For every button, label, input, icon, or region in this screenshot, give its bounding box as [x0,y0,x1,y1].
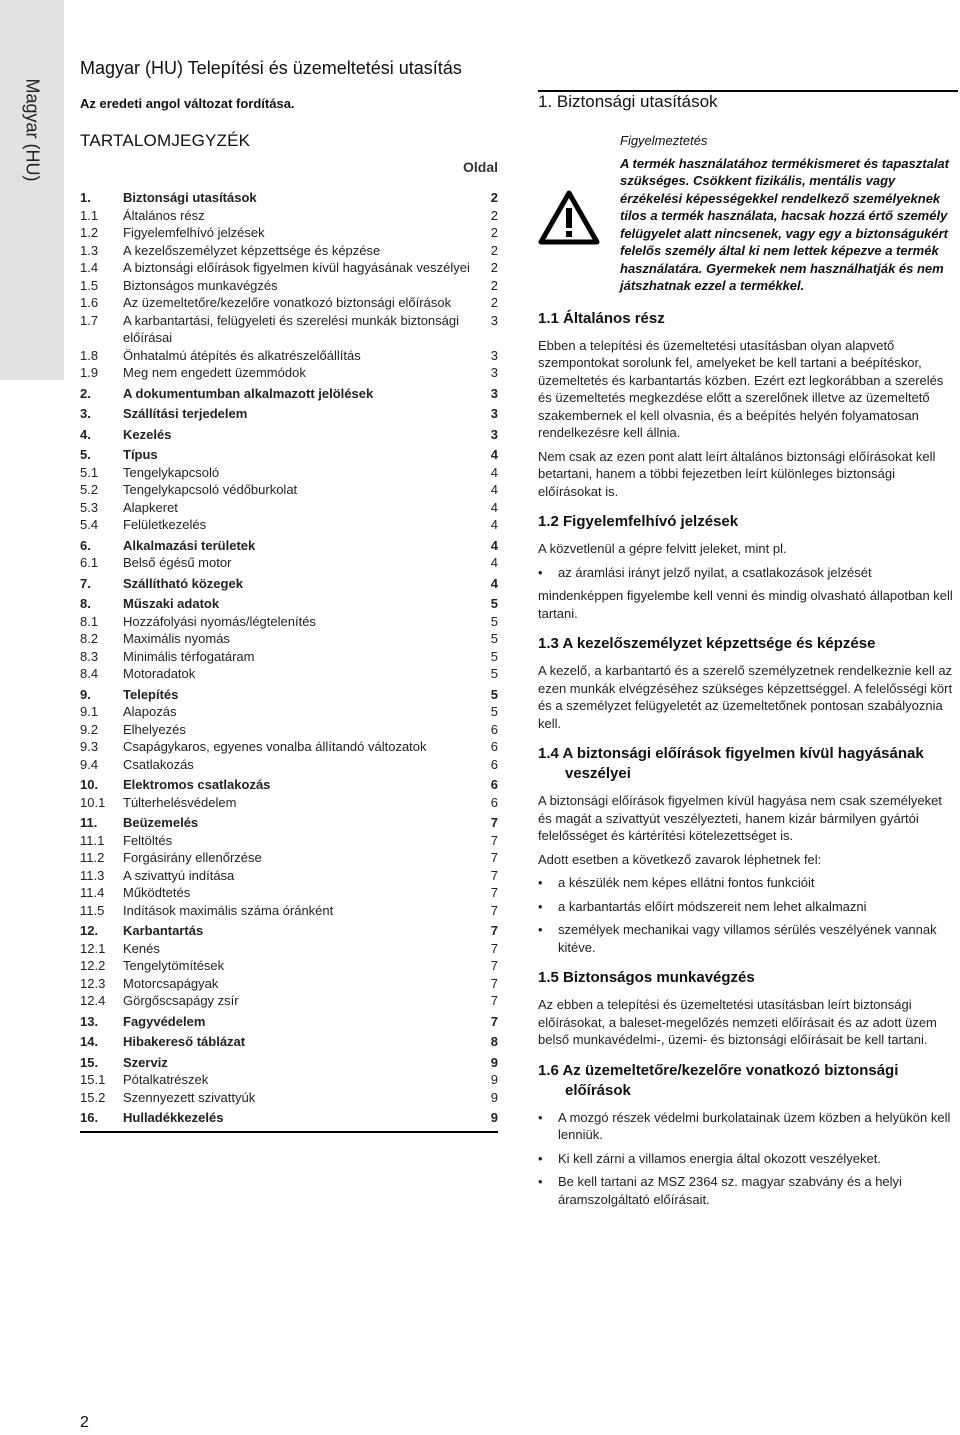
list-item: • a karbantartás előírt módszereit nem lehet alkalmazni [538,898,867,914]
toc-entry-label: Alapozás [123,704,177,719]
toc-entry-number: 6. [80,537,91,553]
toc-entry-label: Kezelés [123,426,172,442]
toc-entry-label: Beüzemelés [123,815,199,830]
toc-entry-page: 5 [490,666,498,681]
toc-entry-label: Túlterhelésvédelem [123,794,237,810]
toc-entry [80,1089,498,1107]
section-1-2 [538,512,958,622]
toc-entry-number: 7. [80,575,91,591]
toc-entry-number: 11.1 [80,832,105,848]
section-1-4 [538,744,958,956]
toc-entry-number: 1.1 [80,207,99,223]
document-title-text: Magyar (HU) Telepítési és üzemeltetési utasítás [80,58,462,78]
toc-entry-page: 7 [490,815,498,830]
toc-entry-number: 16. [80,1110,99,1125]
toc-entry-label: Pótalkatrészek [123,1072,209,1087]
right-column [538,92,958,1220]
toc-entry [80,814,498,832]
toc-entry-number: 10. [80,777,99,792]
toc-entry-label: Forgásirány ellenőrzése [123,850,262,865]
toc-entry [80,426,498,444]
toc-entry-page: 4 [490,499,498,515]
section-1-title: 1. Biztonsági utasítások [538,92,718,111]
toc-entry-page: 4 [490,464,498,480]
toc-entry [80,992,498,1010]
toc-entry-number: 1. [80,190,91,205]
toc-entry-number: 8.3 [80,648,99,664]
paragraph: Ebben a telepítési és üzemeltetési utasításban olyan alapvető szempontokat sorolunk fel, amelyeket be kell tartani a beépítéskor, üzemeltetés és karbantartás közben. Ezért ezt legkorábban a szerelés és üzemeltetés megkezdése előtt a szerelőnek illetve az üzemeltető szakembernek el kell olvasnia, és a beépítés helyén folyamatosan rendelkezésre kell állnia. [538,337,944,440]
toc-entry-number: 1.5 [80,277,99,293]
toc-entry-page: 7 [490,832,498,848]
toc-entry-number: 5.2 [80,482,99,497]
toc-entry-page: 4 [490,482,498,497]
toc-entry-number: 5. [80,447,91,462]
toc-entry-label: A kezelőszemélyzet képzettsége és képzése [123,242,381,258]
section-1-5 [538,968,958,1049]
toc-entry-page: 5 [490,704,498,719]
toc-entry-label: Szerviz [123,1054,168,1070]
toc-entry-number: 15. [80,1054,99,1070]
section-1-6-title-line2: előírások [565,1081,631,1099]
toc-entry-number: 1.9 [80,365,99,380]
toc-entry [80,294,498,312]
toc-entry-label: A karbantartási, felügyeleti és szerelési munkák biztonsági előírásai [123,312,460,345]
toc-entry-page: 6 [490,794,498,810]
toc-entry-label: Belső égésű motor [123,555,232,570]
toc-entry [80,347,498,365]
language-side-tab-label: Magyar (HU) [22,78,43,182]
toc-entry-number: 4. [80,426,91,442]
toc-entry-number: 8.2 [80,631,99,646]
toc-entry-number: 11. [80,815,98,830]
toc-entry [80,738,498,756]
toc-entry-number: 1.3 [80,242,99,258]
toc-entry-label: Tengelykapcsoló [123,464,220,480]
section-1-1 [538,309,958,501]
toc-entry [80,481,498,499]
document-title [80,58,500,79]
toc-entry-label: Szennyezett szivattyúk [123,1089,256,1105]
warning-triangle-icon [538,132,620,295]
toc-entry-page: 7 [490,885,498,900]
toc-entry [80,957,498,975]
toc-entry-label: Hibakereső táblázat [123,1034,246,1049]
toc-entry [80,794,498,812]
toc-entry-page: 5 [490,648,498,664]
toc-entry-label: Feltöltés [123,832,173,848]
toc-entry [80,648,498,666]
toc-entry-label: Tengelykapcsoló védőburkolat [123,482,298,497]
toc-entry-page: 2 [490,260,498,275]
toc-entry-page: 5 [490,596,498,611]
toc-entry [80,207,498,225]
toc-entry-number: 1.8 [80,347,99,363]
toc-entry-label: Általános rész [123,207,205,223]
left-column [80,58,500,1133]
toc-entry [80,756,498,774]
warning-text [620,132,958,295]
toc-entry [80,884,498,902]
toc-entry [80,405,498,423]
toc-entry-number: 9. [80,686,91,702]
section-1-6 [538,1061,958,1209]
list-item-text: személyek mechanikai vagy villamos sérülés veszélyének vannak kitéve. [558,922,937,955]
toc-entry-page: 4 [490,517,498,532]
toc-entry [80,686,498,704]
toc-entry-page: 9 [490,1072,498,1087]
toc-entry-number: 11.5 [80,902,105,918]
toc-entry-number: 5.3 [80,499,99,515]
toc-entry-label: Típus [123,447,158,462]
toc-entry-page: 7 [490,850,498,865]
toc-entry-page: 2 [490,242,498,258]
toc-entry [80,242,498,260]
toc-entry [80,464,498,482]
toc-entry-label: Indítások maximális száma óránként [123,902,334,918]
toc-entry-page: 7 [490,975,498,991]
toc-entry [80,1071,498,1089]
toc-entry [80,721,498,739]
toc-entry-label: Szállítási terjedelem [123,406,248,421]
toc-entry [80,1109,498,1127]
list-item: • személyek mechanikai vagy villamos sérülés veszélyének vannak kitéve. [538,921,958,956]
toc-entry-label: Görgőscsapágy zsír [123,993,239,1008]
warning-box [538,132,958,295]
toc-entry [80,516,498,534]
toc-entry [80,312,498,347]
toc-entry-page: 6 [490,739,498,754]
toc-entry-number: 12. [80,923,99,938]
toc-entry [80,940,498,958]
toc-entry-page: 3 [490,406,498,421]
toc-entry-label: Telepítés [123,686,179,702]
list-item: • A mozgó részek védelmi burkolatainak üzem közben a helyükön kell lenniük. [538,1109,958,1144]
page-number: 2 [80,1414,89,1431]
toc-entry [80,975,498,993]
toc-entry-page: 6 [490,721,498,737]
toc-entry-number: 12.1 [80,940,106,956]
section-1-3-title: 1.3 A kezelőszemélyzet képzettsége és képzése [538,635,876,652]
list-item: • az áramlási irányt jelző nyilat, a csatlakozások jelzését [538,564,872,580]
toc-entry-number: 1.2 [80,225,99,240]
toc-entry-page: 3 [490,426,498,442]
list-item-text: A mozgó részek védelmi burkolatainak üzem közben a helyükön kell lenniük. [558,1109,951,1142]
section-1-4-title [538,744,958,784]
toc-entry-page: 7 [490,958,498,973]
toc-entry-page: 7 [490,940,498,956]
toc-entry-number: 12.2 [80,958,106,973]
section-1-6-title [538,1061,958,1101]
section-1-4-title-line1: 1.4 A biztonsági előírások figyelmen kívül hagyásának [538,745,924,762]
warning-body: A termék használatához termékismeret és tapasztalat szükséges. Csökkent fizikális, mentális vagy érzékelési képességekkel rendelkező személyeknek tilos a termék használata, hacsak hozzá értő személy felügyelet alatt nincsenek, vagy egy a biztonságukért felelős személy által ki nem lettek képezve a termék használatára. Gyermekek nem használhatják és nem játszhatnak ezzel a termékkel. [620,155,949,293]
toc-entry-label: Műszaki adatok [123,596,220,611]
toc-entry-number: 11.3 [80,867,105,883]
toc-entry-label: Elhelyezés [123,721,186,737]
toc-entry-number: 12.3 [80,975,106,991]
toc-entry-number: 8. [80,596,91,611]
paragraph: Az ebben a telepítési és üzemeltetési utasításban leírt biztonsági előírásokat, a baleset-megelőzés nemzeti előírásait és az adott üzem belső munkavédelmi-, üzemi- és biztonsági előírásait be kell tartani. [538,997,937,1047]
toc-entry [80,630,498,648]
toc-entry-number: 2. [80,385,91,401]
translation-note: Az eredeti angol változat fordítása. [80,96,295,111]
section-1-2-title: 1.2 Figyelemfelhívó jelzések [538,513,739,530]
toc-entry-page: 8 [490,1034,498,1049]
toc-entry [80,613,498,631]
toc-entry-page: 3 [490,312,498,328]
toc-entry [80,537,498,555]
toc-entry-label: Karbantartás [123,923,204,938]
toc-entry [80,364,498,382]
toc-entry [80,832,498,850]
toc-entry-label: Hozzáfolyási nyomás/légtelenítés [123,613,316,629]
section-1-4-title-line2: veszélyei [565,765,631,782]
list-item-text: az áramlási irányt jelző nyilat, a csatlakozások jelzését [558,564,872,580]
toc-entry-label: Tengelytömítések [123,958,225,973]
toc-entry-number: 12.4 [80,993,106,1008]
table-of-contents [80,189,498,1133]
warning-heading: Figyelmeztetés [620,133,708,148]
toc-entry-label: Az üzemeltetőre/kezelőre vonatkozó biztonsági előírások [123,295,452,310]
list-item-text: a készülék nem képes ellátni fontos funkcióit [558,875,815,890]
toc-entry-label: Motorcsapágyak [123,975,219,991]
toc-entry [80,554,498,572]
toc-entry-page: 5 [490,686,498,702]
toc-entry [80,703,498,721]
toc-entry-label: Maximális nyomás [123,631,230,646]
toc-entry-page: 3 [490,385,498,401]
toc-entry [80,922,498,940]
list-item: • a készülék nem képes ellátni fontos funkcióit [538,875,815,890]
toc-entry-label: Alapkeret [123,499,178,515]
toc-entry-label: A szivattyú indítása [123,867,235,883]
toc-entry-page: 3 [490,365,498,380]
toc-entry-number: 9.4 [80,756,99,772]
section-1-1-title: 1.1 Általános rész [538,309,665,327]
toc-entry-number: 1.6 [80,295,99,310]
toc-entry-page: 3 [490,347,498,363]
toc-entry-number: 5.4 [80,517,99,532]
toc-entry [80,259,498,277]
toc-entry-page: 4 [490,537,498,553]
toc-entry-label: Működtetés [123,885,191,900]
toc-entry [80,1013,498,1031]
section-1-3 [538,634,958,732]
toc-entry [80,385,498,403]
toc-entry-number: 9.3 [80,739,99,754]
toc-entry-page: 5 [490,613,498,629]
toc-entry-number: 8.4 [80,666,99,681]
toc-entry [80,595,498,613]
toc-entry [80,867,498,885]
toc-entry-page: 9 [490,1054,498,1070]
toc-entry-number: 15.2 [80,1089,106,1105]
list-item-text: a karbantartás előírt módszereit nem lehet alkalmazni [558,898,867,914]
toc-entry-label: Minimális térfogatáram [123,648,255,664]
paragraph: Adott esetben a következő zavarok léphetnek fel: [538,851,822,867]
toc-entry-number: 6.1 [80,555,99,570]
paragraph: mindenképpen figyelembe kell venni és mindig olvasható állapotban kell tartani. [538,588,953,621]
toc-entry-page: 9 [490,1110,498,1125]
list-item-text: Be kell tartani az MSZ 2364 sz. magyar szabvány és a helyi áramszolgáltató előírásait. [558,1174,902,1207]
list-item: • Be kell tartani az MSZ 2364 sz. magyar szabvány és a helyi áramszolgáltató előírásait. [538,1173,958,1208]
toc-entry-label: Csapágykaros, egyenes vonalba állítandó változatok [123,739,427,754]
toc-entry-number: 11.2 [80,850,105,865]
toc-entry-label: Elektromos csatlakozás [123,777,271,792]
toc-entry-page: 2 [490,277,498,293]
list-item-text: Ki kell zárni a villamos energia által okozott veszélyeket. [558,1150,881,1166]
paragraph: Nem csak az ezen pont alatt leírt általános biztonsági előírásokat kell betartani, hanem a többi fejezetben leírt különleges biztonsági előírásokat is. [538,448,936,499]
toc-entry-number: 9.2 [80,721,99,737]
toc-entry [80,277,498,295]
toc-entry [80,902,498,920]
section-1-5-title: 1.5 Biztonságos munkavégzés [538,969,755,986]
toc-entry-page: 9 [490,1089,498,1105]
toc-entry-number: 1.7 [80,312,99,328]
toc-page-header: Oldal [462,159,498,175]
toc-entry [80,499,498,517]
toc-entry-label: Csatlakozás [123,756,194,772]
section-1-heading [538,90,958,112]
toc-entry [80,575,498,593]
paragraph: A biztonsági előírások figyelmen kívül hagyása nem csak személyeket és magát a szivattyút veszélyezteti, hanem kizár bármilyen gyártói felelősséget és kártérítési kötelezettséget is. [538,793,942,843]
toc-entry-page: 7 [490,993,498,1008]
section-1-6-title-line1: 1.6 Az üzemeltetőre/kezelőre vonatkozó biztonsági [538,1061,899,1079]
toc-entry [80,776,498,794]
toc-entry-label: Szállítható közegek [123,575,243,591]
toc-title: TARTALOMJEGYZÉK [80,131,251,150]
toc-entry-label: A biztonsági előírások figyelmen kívül hagyásának veszélyei [123,260,470,275]
toc-entry-number: 11.4 [80,885,105,900]
toc-entry-page: 7 [490,867,498,883]
toc-entry [80,224,498,242]
toc-entry-page: 2 [490,207,498,223]
toc-entry-number: 9.1 [80,704,99,719]
list-item: • Ki kell zárni a villamos energia által okozott veszélyeket. [538,1150,881,1166]
toc-entry-label: Alkalmazási területek [123,537,256,553]
toc-entry [80,189,498,207]
toc-entry [80,849,498,867]
toc-entry-page: 2 [490,295,498,310]
toc-entry-page: 2 [490,225,498,240]
toc-entry [80,1033,498,1051]
toc-entry-label: Fagyvédelem [123,1013,206,1029]
toc-entry-label: A dokumentumban alkalmazott jelölések [123,385,374,401]
paragraph: A kezelő, a karbantartó és a szerelő személyzetnek rendelkeznie kell az ezen munkák elvégzéséhez szükséges képzettséggel. A felelősségi kört és a személyzet felügyeletét az üzemeltetőnek pontosan szabályoznia kell. [538,663,953,731]
toc-entry-number: 3. [80,406,91,421]
toc-entry-label: Kenés [123,940,160,956]
toc-entry-page: 7 [490,902,498,918]
toc-entry-number: 15.1 [80,1072,106,1087]
toc-entry-page: 4 [490,555,498,570]
toc-entry-page: 7 [490,1013,498,1029]
toc-entry-number: 13. [80,1013,99,1029]
toc-entry-label: Felületkezelés [123,517,207,532]
toc-entry-number: 1.4 [80,260,99,275]
toc-entry-page: 7 [490,923,498,938]
toc-entry-label: Figyelemfelhívó jelzések [123,225,265,240]
toc-entry-label: Önhatalmú átépítés és alkatrészelőállítás [123,347,361,363]
toc-entry-page: 6 [490,756,498,772]
toc-entry-label: Hulladékkezelés [123,1110,224,1125]
toc-entry [80,446,498,464]
toc-entry-number: 14. [80,1034,99,1049]
language-side-tab [0,0,64,380]
paragraph: A közvetlenül a gépre felvitt jeleket, mint pl. [538,541,787,556]
toc-entry-number: 10.1 [80,794,106,810]
toc-entry-page: 4 [490,447,498,462]
toc-entry-label: Biztonsági utasítások [123,190,257,205]
toc-entry-page: 2 [490,190,498,205]
toc-entry-label: Meg nem engedett üzemmódok [123,365,306,380]
toc-entry-page: 6 [490,777,498,792]
toc-entry-page: 4 [490,575,498,591]
toc-entry-page: 5 [490,631,498,646]
toc-entry-label: Motoradatok [123,666,196,681]
toc-entry [80,1054,498,1072]
toc-entry [80,665,498,683]
toc-entry-number: 5.1 [80,464,99,480]
toc-entry-label: Biztonságos munkavégzés [123,277,278,293]
toc-entry-number: 8.1 [80,613,99,629]
